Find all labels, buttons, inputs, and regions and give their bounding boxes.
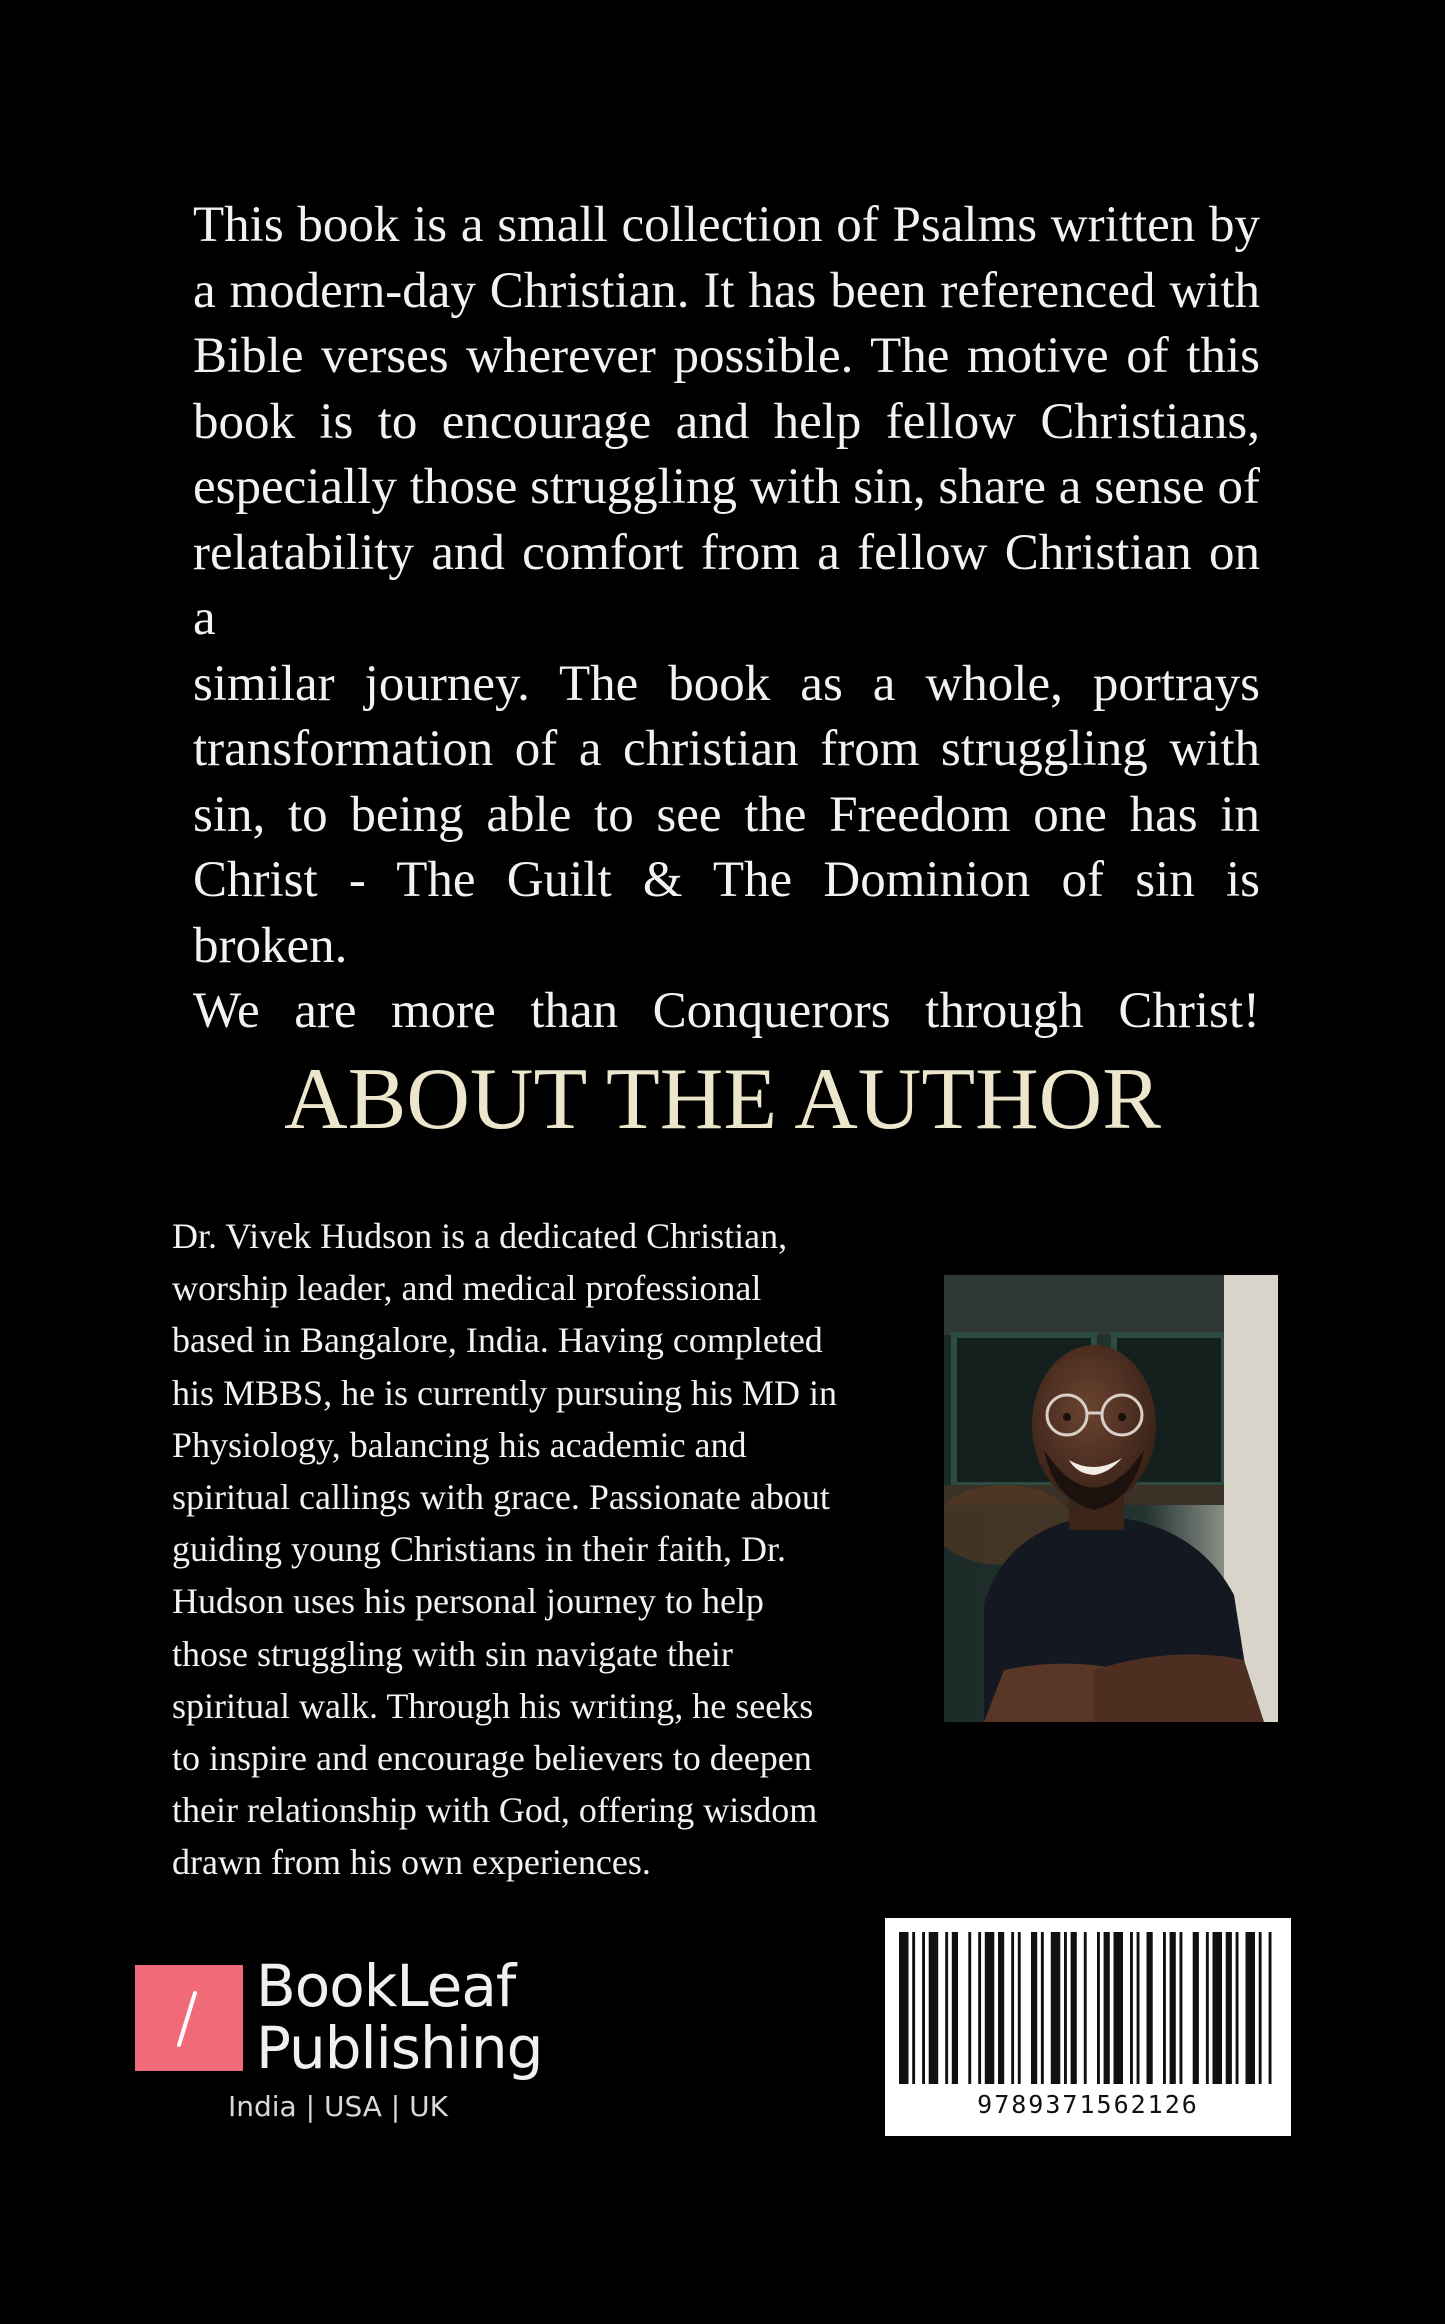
slash-icon: [135, 1965, 243, 2071]
about-author-heading: ABOUT THE AUTHOR: [284, 1051, 1161, 1148]
barcode-bar: [1246, 1932, 1256, 2084]
book-blurb: [193, 193, 1260, 1045]
isbn-barcode: [885, 1918, 1291, 2136]
barcode-bar: [1213, 1932, 1223, 2084]
barcode-bar: [1018, 1932, 1021, 2084]
publisher-logo-mark: [135, 1965, 243, 2071]
bio-line: those struggling with sin navigate their: [172, 1633, 733, 1674]
blurb-line: Christ - The Guilt & The Dominion of sin is broken.: [193, 852, 1260, 974]
barcode-bar: [1147, 1932, 1153, 2084]
barcode-bar: [968, 1932, 971, 2084]
barcode-bar: [1206, 1932, 1209, 2084]
blurb-line: relatability and comfort from a fellow Christian on a: [193, 524, 1260, 646]
bio-line: Physiology, balancing his academic and: [172, 1424, 747, 1465]
blurb-line: sin, to being able to see the Freedom one has in: [193, 786, 1260, 843]
blurb-line: This book is a small collection of Psalms written by: [193, 197, 1260, 253]
bio-line: Dr. Vivek Hudson is a dedicated Christian,: [172, 1216, 788, 1256]
author-bio: [172, 1210, 932, 1889]
barcode-bar: [1180, 1932, 1183, 2084]
publisher-name-line2: Publishing: [256, 2014, 543, 2082]
bio-line: his MBBS, he is currently pursuing his MD in: [172, 1372, 838, 1413]
blurb-line: similar journey. The book as a whole, portrays: [193, 655, 1260, 712]
barcode-bar: [1137, 1932, 1140, 2084]
barcode-bar: [1097, 1932, 1100, 2084]
barcode-bar: [1084, 1932, 1087, 2084]
barcode-bar: [998, 1932, 1004, 2084]
publisher-logo-text: [256, 1952, 543, 2082]
blurb-line: especially those struggling with sin, share a sense of: [193, 459, 1260, 515]
barcode-bar: [945, 1932, 948, 2084]
isbn-number: 9789371562126: [977, 2090, 1199, 2119]
barcode-bar: [985, 1932, 995, 2084]
barcode-bar: [922, 1932, 925, 2084]
barcode-bar: [1051, 1932, 1061, 2084]
barcode-bar: [929, 1932, 939, 2084]
publisher-name-line1: BookLeaf: [256, 1952, 516, 2020]
barcode-bar: [1064, 1932, 1067, 2084]
barcode-bar: [1259, 1932, 1262, 2084]
bio-line: spiritual walk. Through his writing, he seeks: [172, 1685, 814, 1726]
barcode-bar: [1031, 1932, 1037, 2084]
barcode-bar: [1269, 1932, 1272, 2084]
barcode-bar: [912, 1932, 915, 2084]
blurb-line: We are more than Conquerors through Christ!: [193, 983, 1260, 1039]
blurb-line: Bible verses wherever possible. The motive of this: [193, 328, 1260, 384]
barcode-bar: [1163, 1932, 1166, 2084]
barcode-bar: [1114, 1932, 1124, 2084]
barcode-bar: [1130, 1932, 1133, 2084]
barcode-bar: [1236, 1932, 1239, 2084]
blurb-line: a modern-day Christian. It has been referenced with: [193, 262, 1260, 319]
bio-line: guiding young Christians in their faith, Dr.: [172, 1529, 786, 1570]
barcode-bar: [1041, 1932, 1044, 2084]
barcode-bar: [1104, 1932, 1110, 2084]
barcode-bar: [1170, 1932, 1176, 2084]
barcode-bar: [899, 1932, 909, 2084]
blurb-line: book is to encourage and help fellow Christians,: [193, 393, 1260, 450]
bio-line: based in Bangalore, India. Having completed: [172, 1320, 823, 1361]
bio-line: to inspire and encourage believers to deepen: [172, 1738, 812, 1779]
barcode-bar: [1071, 1932, 1077, 2084]
barcode-bar: [1226, 1932, 1232, 2084]
barcode-bar: [1193, 1932, 1199, 2084]
blurb-line: transformation of a christian from struggling with: [193, 721, 1260, 777]
bio-line: spiritual callings with grace. Passionate about: [172, 1477, 830, 1518]
author-portrait-illustration: [944, 1275, 1278, 1722]
bio-line: drawn from his own experiences.: [172, 1842, 651, 1883]
bio-line: worship leader, and medical professional: [172, 1268, 762, 1309]
bio-line: their relationship with God, offering wisdom: [172, 1790, 818, 1831]
barcode-bar: [978, 1932, 981, 2084]
author-photo: [944, 1275, 1278, 1722]
publisher-regions: India | USA | UK: [228, 2090, 448, 2123]
bio-line: Hudson uses his personal journey to help: [172, 1581, 764, 1622]
barcode-bar: [952, 1932, 958, 2084]
barcode-bar: [1011, 1932, 1014, 2084]
